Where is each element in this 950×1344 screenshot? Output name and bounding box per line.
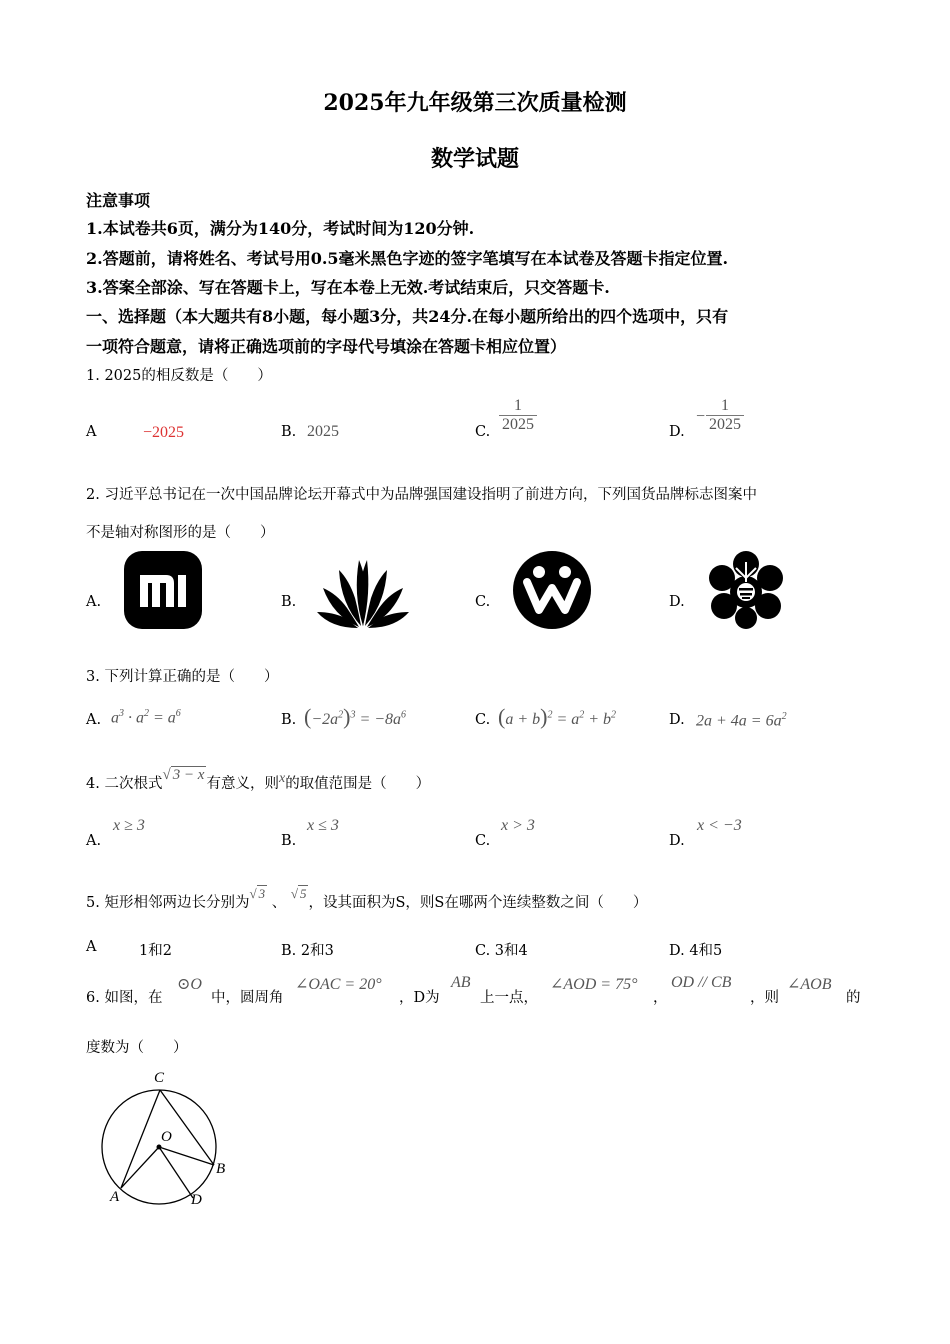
q1-option-b-label: B. xyxy=(281,424,297,440)
q2-stem-line-1: 2. 习近平总书记在一次中国品牌论坛开幕式中为品牌强国建设指明了前进方向，下列国货品牌标志图案中 xyxy=(86,487,757,503)
q5-stem xyxy=(86,886,648,912)
q6-angle-aob: ∠AOB xyxy=(787,976,832,993)
q4-option-d-value: x < −3 xyxy=(697,817,742,834)
q2-stem-line-2: 不是轴对称图形的是（ ） xyxy=(86,525,275,541)
q2-option-b-label: B. xyxy=(281,594,297,610)
q1-option-b-value: 2025 xyxy=(307,423,339,440)
q6-text-1: 中，圆周角 xyxy=(211,990,284,1006)
q6-stem-prefix: 6. 如图，在 xyxy=(86,990,163,1006)
section-1-line-1: 一、选择题（本大题共有8小题，每小题3分，共24分.在每小题所给出的四个选项中，只有 xyxy=(86,307,729,326)
q3-option-b-expression: $(-2a^2)^3 = -8a^6$ xyxy=(304,704,407,729)
q6-arc-ab: AB xyxy=(451,974,471,991)
q2-option-a-label: A. xyxy=(86,594,102,610)
q1-option-a-label: A xyxy=(86,424,97,440)
q1-stem: 1. 2025的相反数是（ ） xyxy=(86,368,272,384)
q3-option-d-expression: $2a + 4a = 6a^2$ xyxy=(696,711,787,730)
q3-option-a-label: A. xyxy=(86,712,102,728)
q5-option-d: D. 4和5 xyxy=(669,943,723,959)
q4-stem xyxy=(86,767,431,793)
q3-option-c-label: C. xyxy=(475,712,491,728)
q2-option-d-label: D. xyxy=(669,594,685,610)
q4-option-b-label: B. xyxy=(281,833,297,849)
q6-angle-aod: ∠AOD = 75° xyxy=(550,976,638,993)
q6-circle-figure xyxy=(96,1070,236,1215)
q1-c-numerator: 1 xyxy=(514,397,522,414)
q1-option-d-label: D. xyxy=(669,424,685,440)
q4-option-a-value: x ≥ 3 xyxy=(113,817,145,834)
q4-variable: x xyxy=(278,771,286,786)
q4-radical: √ 3 − x xyxy=(162,767,205,783)
q5-option-a-label: A xyxy=(86,939,97,955)
q6-parallel: OD // CB xyxy=(671,974,732,991)
q5-option-a-value: 1和2 xyxy=(139,943,172,959)
figure-label-b: B xyxy=(216,1161,226,1177)
q5-stem-prefix: 5. 矩形相邻两边长分别为 xyxy=(86,895,250,911)
q1-option-a-value: −2025 xyxy=(143,424,185,441)
q3-option-d-label: D. xyxy=(669,712,685,728)
xiaomi-logo xyxy=(124,551,202,629)
q3-option-c-expression: $(a + b)^2 = a^2 + b^2$ xyxy=(498,704,617,729)
q4-option-c-value: x > 3 xyxy=(501,817,535,834)
mi-letter-icon xyxy=(124,551,202,629)
q4-option-d-label: D. xyxy=(669,833,685,849)
q6-circle-o: ⊙O xyxy=(177,976,202,993)
q5-separator: 、 xyxy=(271,895,287,911)
q1-option-c-label: C. xyxy=(475,424,491,440)
q3-option-b-label: B. xyxy=(281,712,297,728)
q6-stem-line-2: 度数为（ ） xyxy=(86,1040,188,1056)
figure-label-a: A xyxy=(110,1189,120,1205)
q1-c-denominator: 2025 xyxy=(499,415,537,434)
note-item-3: 3.答案全部涂、写在答题卡上，写在本卷上无效.考试结束后，只交答题卡. xyxy=(86,278,610,297)
exam-subtitle: 数学试题 xyxy=(430,146,519,172)
q5-radical-2: √ 5 xyxy=(290,886,307,901)
section-1-line-2: 一项符合题意，请将正确选项前的字母代号填涂在答题卡相应位置） xyxy=(86,337,567,356)
q6-text-3: 上一点， xyxy=(480,990,538,1006)
figure-label-o: O xyxy=(161,1129,172,1145)
q1-option-c-fraction xyxy=(499,397,537,434)
q1-option-d-sign: − xyxy=(696,408,706,425)
notes-heading: 注意事项 xyxy=(86,191,151,210)
q6-text-6: 的 xyxy=(846,990,861,1006)
q4-stem-middle: 有意义，则 xyxy=(206,776,279,792)
q1-d-numerator: 1 xyxy=(721,397,729,414)
q1-option-d-fraction xyxy=(706,397,744,434)
flower-bee-logo xyxy=(706,550,786,634)
q1-d-denominator: 2025 xyxy=(706,415,744,434)
q4-stem-prefix: 4. 二次根式 xyxy=(86,776,163,792)
q4-stem-suffix: 的取值范围是（ ） xyxy=(285,776,431,792)
q6-angle-oac: ∠OAC = 20° xyxy=(295,976,382,993)
w-circle-logo xyxy=(512,550,592,634)
q4-option-a-label: A. xyxy=(86,833,102,849)
q5-stem-suffix: ，设其面积为S，则S在哪两个连续整数之间（ ） xyxy=(308,895,648,911)
petal-fan-icon xyxy=(315,554,411,630)
flower-icon xyxy=(706,550,786,630)
q2-option-c-label: C. xyxy=(475,594,491,610)
q3-option-a-expression: $a^3 \cdot a^2 = a^6$ xyxy=(111,708,181,727)
exam-title: 2025年九年级第三次质量检测 xyxy=(323,90,627,116)
figure-label-c: C xyxy=(154,1070,165,1086)
q5-option-c: C. 3和4 xyxy=(475,943,528,959)
q6-text-2: ，D为 xyxy=(399,990,440,1006)
w-letter-icon xyxy=(512,550,592,630)
q4-option-c-label: C. xyxy=(475,833,491,849)
note-item-2: 2.答题前，请将姓名、考试号用0.5毫米黑色字迹的签字笔填写在本试卷及答题卡指定位置. xyxy=(86,249,729,268)
q5-option-b: B. 2和3 xyxy=(281,943,334,959)
huawei-logo xyxy=(315,554,411,634)
figure-label-d: D xyxy=(191,1192,202,1208)
q6-text-4: ， xyxy=(653,990,668,1006)
q3-stem: 3. 下列计算正确的是（ ） xyxy=(86,669,279,685)
q6-text-5: ，则 xyxy=(750,990,779,1006)
q4-option-b-value: x ≤ 3 xyxy=(307,817,339,834)
q4-radicand: 3 − x xyxy=(172,767,205,783)
q5-radical-1: √ 3 xyxy=(249,886,266,901)
note-item-1: 1.本试卷共6页，满分为140分，考试时间为120分钟. xyxy=(86,219,475,238)
